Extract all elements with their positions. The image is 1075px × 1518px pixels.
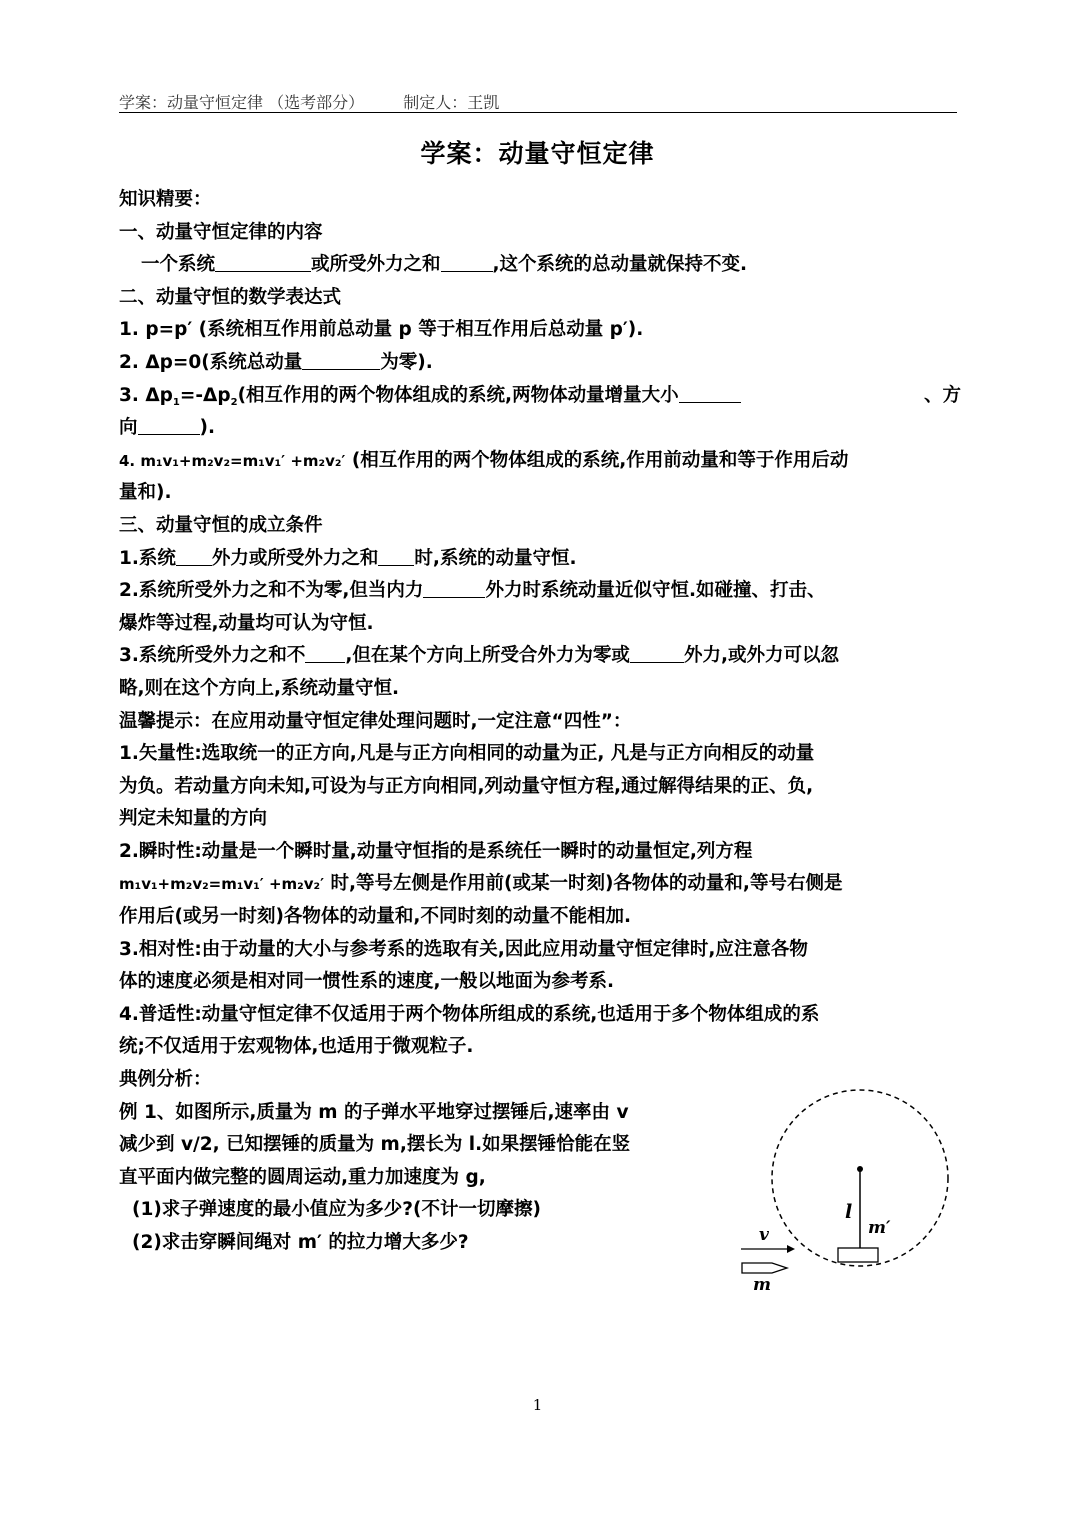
expression-3-line-1: [119, 380, 961, 413]
example-1-line-2: 减少到 v/2, 已知摆锤的质量为 m,摆长为 l.如果摆锤恰能在竖: [119, 1134, 631, 1156]
text: 外力或所受外力之和: [211, 547, 379, 569]
expression-2: [119, 347, 961, 380]
text: 外力时系统动量近似守恒.如碰撞、打击、: [485, 580, 826, 602]
fill-blank[interactable]: [423, 577, 485, 598]
property-3-line-1: 3.相对性:由于动量的大小与参考系的选取有关,因此应用动量守恒定律时,应注意各物: [119, 938, 808, 960]
fill-blank[interactable]: [305, 642, 345, 663]
subscript: 2: [230, 396, 238, 408]
example-1-line-3: 直平面内做完整的圆周运动,重力加速度为 g,: [119, 1166, 486, 1188]
property-4-line-1: 4.普适性:动量守恒定律不仅适用于两个物体所组成的系统,也适用于多个物体组成的系: [119, 1003, 820, 1025]
text: 2. Δp=0(系统总动量: [119, 351, 303, 373]
header-author: 制定人：王凯: [403, 93, 500, 112]
expression-3-line-2: [119, 412, 961, 445]
fill-blank[interactable]: [215, 251, 311, 272]
tip-heading: 温馨提示：在应用动量守恒定律处理问题时,一定注意“四性”：: [119, 710, 632, 732]
velocity-arrowhead: [787, 1245, 795, 1253]
property-1-line-2: 为负。若动量方向未知,可设为与正方向相同,列动量守恒方程,通过解得结果的正、负,: [119, 775, 814, 797]
section-1-statement: [119, 249, 961, 282]
section-3-title: 三、动量守恒的成立条件: [119, 514, 323, 536]
example-1-question-1: (1)求子弹速度的最小值应为多少?(不计一切摩擦): [132, 1199, 541, 1221]
text: 2.系统所受外力之和不为零,但当内力: [119, 580, 424, 602]
text: (相互作用的两个物体组成的系统,作用前动量和等于作用后动: [345, 449, 849, 471]
example-1-line-1: 例 1、如图所示,质量为 m 的子弹水平地穿过摆锤后,速率由 v: [119, 1101, 629, 1123]
text: ,这个系统的总动量就保持不变.: [492, 254, 748, 276]
section-1-title: 一、动量守恒定律的内容: [119, 221, 323, 243]
text: 外力,或外力可以忽: [683, 645, 839, 667]
section-2-title: 二、动量守恒的数学表达式: [119, 286, 342, 308]
condition-3-line-2: 略,则在这个方向上,系统动量守恒.: [119, 677, 400, 699]
fill-blank[interactable]: [441, 251, 493, 272]
pendulum-mass-label: m′: [868, 1218, 891, 1238]
text: 时,等号左侧是作用前(或某一时刻)各物体的动量和,等号右侧是: [324, 873, 843, 895]
fill-blank[interactable]: [679, 382, 741, 403]
property-1-line-3: 判定未知量的方向: [119, 808, 268, 830]
length-label: l: [845, 1201, 853, 1223]
text: 向: [119, 417, 138, 439]
condition-3-line-1: [119, 640, 961, 673]
header-course-title: 学案：动量守恒定律 （选考部分）: [119, 93, 365, 112]
page-header: [119, 90, 957, 113]
text: 3.系统所受外力之和不: [119, 645, 306, 667]
formula: 4. m₁v₁+m₂v₂=m₁v₁′ +m₂v₂′: [119, 451, 346, 470]
property-1-line-1: 1.矢量性:选取统一的正方向,凡是与正方向相同的动量为正, 凡是与正方向相反的动量: [119, 743, 815, 765]
text: 为零).: [380, 351, 433, 373]
text: ).: [199, 417, 215, 439]
example-1-question-2: (2)求击穿瞬间绳对 m′ 的拉力增大多少?: [132, 1232, 469, 1253]
subscript: 1: [172, 396, 180, 408]
text: 1.系统: [119, 547, 176, 569]
text: (相互作用的两个物体组成的系统,两物体动量增量大小: [237, 384, 679, 406]
pendulum-bob: [838, 1248, 878, 1262]
knowledge-heading: 知识精要：: [119, 189, 212, 210]
pendulum-figure: [735, 1078, 960, 1293]
text: 3. Δp: [119, 384, 173, 406]
velocity-label: v: [759, 1225, 769, 1245]
text: 、方: [923, 384, 961, 406]
examples-heading: 典例分析：: [119, 1069, 212, 1091]
text: =-Δp: [179, 384, 231, 406]
condition-2-line-1: [119, 575, 961, 608]
condition-2-line-2: 爆炸等过程,动量均可认为守恒.: [119, 612, 374, 634]
formula: m₁v₁+m₂v₂=m₁v₁′ +m₂v₂′: [119, 875, 325, 894]
text: 时,系统的动量守恒.: [414, 547, 577, 569]
expression-1: 1. p=p′ (系统相互作用前总动量 p 等于相互作用后总动量 p′).: [119, 319, 644, 341]
page-number: 1: [532, 1396, 543, 1414]
fill-blank[interactable]: [378, 545, 414, 566]
fill-blank[interactable]: [138, 414, 200, 435]
bullet: [742, 1263, 787, 1273]
text: [119, 380, 741, 413]
text: 一个系统: [141, 254, 216, 276]
bullet-mass-label: m: [753, 1275, 771, 1293]
fill-blank[interactable]: [302, 349, 380, 370]
condition-1: [119, 543, 961, 576]
property-2-line-2: [119, 868, 961, 901]
property-2-line-1: 2.瞬时性:动量是一个瞬时量,动量守恒指的是系统任一瞬时的动量恒定,列方程: [119, 840, 753, 862]
page-title: 学案：动量守恒定律: [420, 139, 655, 168]
property-3-line-2: 体的速度必须是相对同一惯性系的速度,一般以地面为参考系.: [119, 971, 615, 993]
expression-4-line-2: 量和).: [119, 482, 172, 504]
text: ,但在某个方向上所受合外力为零或: [345, 645, 630, 667]
expression-4-line-1: [119, 445, 961, 478]
property-2-line-3: 作用后(或另一时刻)各物体的动量和,不同时刻的动量不能相加.: [119, 906, 631, 928]
property-4-line-2: 统;不仅适用于宏观物体,也适用于微观粒子.: [119, 1036, 474, 1058]
text: 或所受外力之和: [311, 254, 441, 276]
fill-blank[interactable]: [630, 642, 684, 663]
fill-blank[interactable]: [176, 545, 212, 566]
